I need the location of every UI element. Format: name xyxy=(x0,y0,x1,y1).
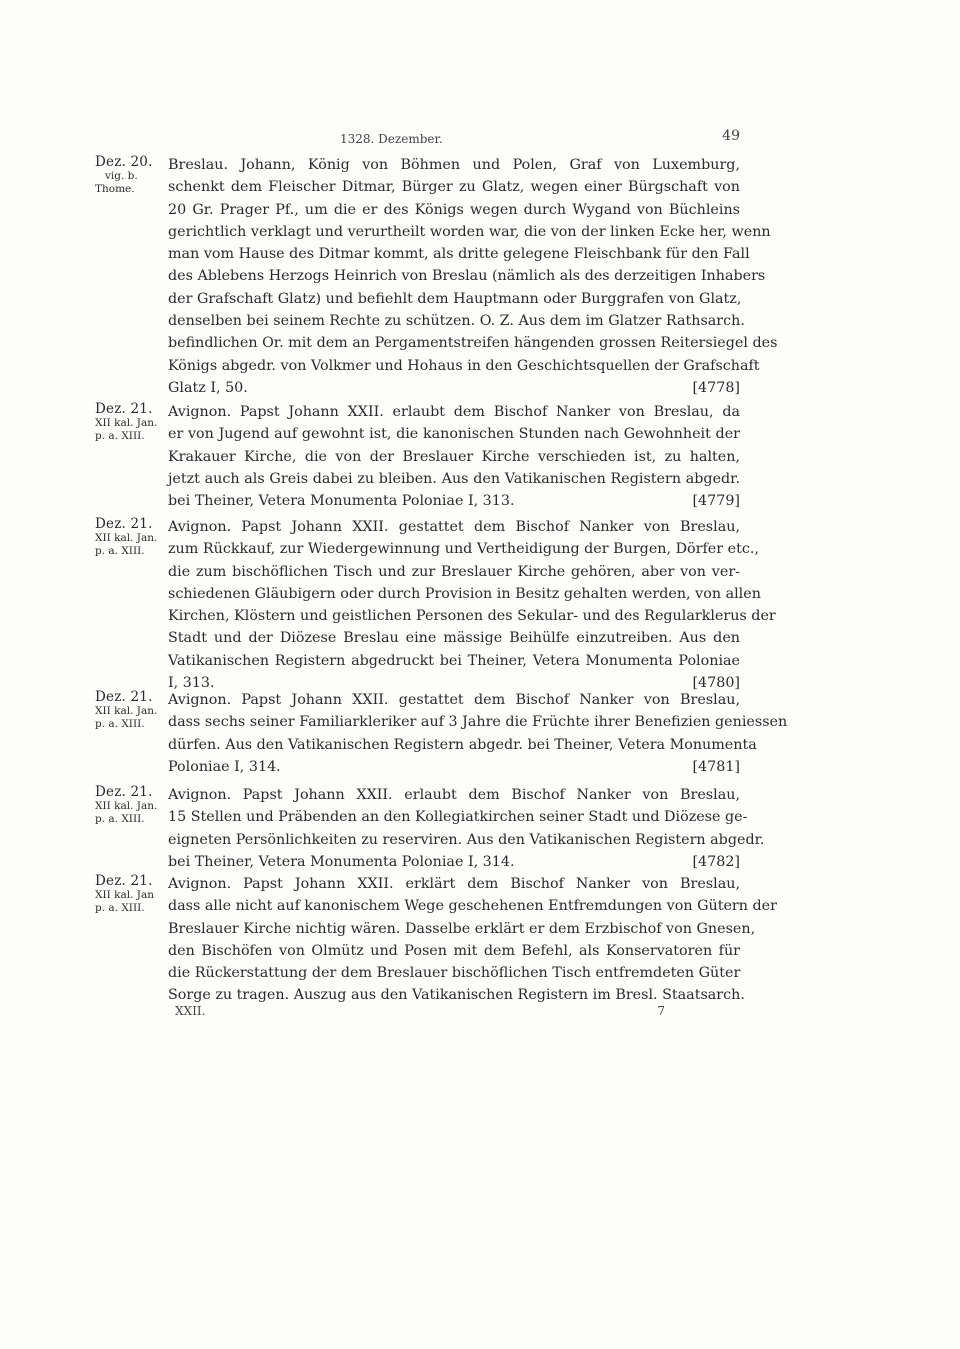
regest-entry-4780 xyxy=(95,516,776,694)
entry-dating-note: vig. b. xyxy=(105,170,138,182)
text-line: dürfen. Aus den Vatikanischen Registern abgedr. bei Theiner, Vetera Monumenta xyxy=(168,736,757,753)
entry-dating-note: p. a. XIII. xyxy=(95,430,145,442)
text-line: man vom Hause des Ditmar kommt, als dritte gelegene Fleischbank für den Fall xyxy=(168,246,750,263)
text-line: den Bischöfen von Olmütz und Posen mit dem Befehl, als Konservatoren für xyxy=(168,942,740,959)
page-number: 49 xyxy=(722,128,740,144)
text-line: Avignon. Papst Johann XXII. erlaubt dem Bischof Nanker von Breslau, da xyxy=(168,404,740,420)
text-line: bei Theiner, Vetera Monumenta Poloniae I, 313. [4779] xyxy=(168,490,740,512)
entry-dating-note: p. a. XIII. xyxy=(95,813,145,825)
text-line: bei Theiner, Vetera Monumenta Poloniae I, 314. [4782] xyxy=(168,851,740,873)
text-line: Vatikanischen Registern abgedruckt bei Theiner, Vetera Monumenta Poloniae xyxy=(168,652,740,669)
text-line: dass sechs seiner Familiarkleriker auf 3 Jahre die Früchte ihrer Benefizien geniessen xyxy=(168,714,788,731)
regest-entry-4783 xyxy=(95,873,777,1007)
entry-dating-note: XII kal. Jan. xyxy=(95,532,158,544)
text-line: Avignon. Papst Johann XXII. erlaubt dem Bischof Nanker von Breslau, xyxy=(168,787,740,803)
entry-margin xyxy=(95,689,167,731)
text-line: Sorge zu tragen. Auszug aus den Vatikanischen Registern im Bresl. Staatsarch. xyxy=(168,987,745,1004)
regest-entry-4781 xyxy=(95,689,788,778)
entry-date: Dez. 21. xyxy=(95,689,153,705)
entry-text xyxy=(168,401,740,512)
regest-entry-4778 xyxy=(95,154,778,399)
text-line: schenkt dem Fleischer Ditmar, Bürger zu Glatz, wegen einer Bürgschaft von xyxy=(168,179,740,196)
entry-dating-note: p. a. XIII. xyxy=(95,902,145,914)
entry-date: Dez. 21. xyxy=(95,873,153,889)
text-line: Krakauer Kirche, die von der Breslauer Kirche verschieden ist, zu halten, xyxy=(168,448,740,465)
entry-margin xyxy=(95,516,167,558)
entry-margin xyxy=(95,154,167,196)
entry-dating-note: XII kal. Jan. xyxy=(95,417,158,429)
entry-dating-note: XII kal. Jan. xyxy=(95,800,158,812)
text-line: jetzt auch als Greis dabei zu bleiben. Aus den Vatikanischen Registern abgedr. xyxy=(168,470,740,487)
regest-entry-4779 xyxy=(95,401,740,512)
text-line: schiedenen Gläubigern oder durch Provision in Besitz gehalten werden, von allen xyxy=(168,585,761,602)
text-line: Poloniae I, 314. [4781] xyxy=(168,756,740,778)
entry-dating-note: XII kal. Jan. xyxy=(95,705,158,717)
register-number: [4779] xyxy=(692,493,740,510)
text-line: Stadt und der Diözese Breslau eine mässige Beihülfe einzutreiben. Aus den xyxy=(168,630,740,647)
entry-dating-note: p. a. XIII. xyxy=(95,545,145,557)
text-line: Kirchen, Klöstern und geistlichen Personen des Sekular- und des Regularklerus der xyxy=(168,608,776,625)
text-line: gerichtlich verklagt und verurtheilt worden war, die von der linken Ecke her, wenn xyxy=(168,223,771,240)
text-line: eigneten Persönlichkeiten zu reserviren. Aus den Vatikanischen Registern abgedr. xyxy=(168,831,765,848)
text-line: Königs abgedr. von Volkmer und Hohaus in den Geschichtsquellen der Grafschaft xyxy=(168,357,760,374)
text-line: die Rückerstattung der dem Breslauer bischöflichen Tisch entfremdeten Güter xyxy=(168,965,741,982)
signature-volume: XXII. xyxy=(175,1004,206,1018)
signature-sheet: 7 xyxy=(657,1004,665,1018)
text-line: Breslauer Kirche nichtig wären. Dasselbe erklärt er dem Erzbischof von Gnesen, xyxy=(168,920,756,937)
text-line: er von Jugend auf gewohnt ist, die kanonischen Stunden nach Gewohnheit der xyxy=(168,426,740,443)
entry-date: Dez. 21. xyxy=(95,516,153,532)
text-line: Avignon. Papst Johann XXII. erklärt dem Bischof Nanker von Breslau, xyxy=(168,876,740,892)
entry-date: Dez. 21. xyxy=(95,784,153,800)
text-line: Avignon. Papst Johann XXII. gestattet dem Bischof Nanker von Breslau, xyxy=(168,692,740,708)
entry-margin xyxy=(95,401,167,443)
register-number: [4780] xyxy=(692,675,740,692)
register-number: [4781] xyxy=(692,758,740,775)
entry-text xyxy=(168,873,777,1007)
entry-margin xyxy=(95,873,167,915)
entry-date: Dez. 20. xyxy=(95,154,153,170)
entry-margin xyxy=(95,784,167,826)
text-line: I, 313. [4780] xyxy=(168,672,740,694)
text-line: zum Rückkauf, zur Wiedergewinnung und Vertheidigung der Burgen, Dörfer etc., xyxy=(168,541,759,558)
text-line: 20 Gr. Prager Pf., um die er des Königs wegen durch Wygand von Büchleins xyxy=(168,201,740,218)
text-line: Glatz I, 50. [4778] xyxy=(168,377,740,399)
text-line: Breslau. Johann, König von Böhmen und Polen, Graf von Luxemburg, xyxy=(168,157,740,173)
register-number: [4778] xyxy=(692,379,740,396)
text-line: Avignon. Papst Johann XXII. gestattet dem Bischof Nanker von Breslau, xyxy=(168,519,740,535)
header-date: 1328. Dezember. xyxy=(340,132,443,146)
entry-text xyxy=(168,154,778,399)
entry-text xyxy=(168,784,765,873)
text-line: befindlichen Or. mit dem an Pergamentstreifen hängenden grossen Reitersiegel des xyxy=(168,335,778,352)
text-line: 15 Stellen und Präbenden an den Kollegiatkirchen seiner Stadt und Diözese ge- xyxy=(168,809,748,826)
entry-text xyxy=(168,516,776,694)
text-line: des Ablebens Herzogs Heinrich von Breslau (nämlich als des derzeitigen Inhabers xyxy=(168,268,766,285)
entry-text xyxy=(168,689,788,778)
entry-dating-note: p. a. XIII. xyxy=(95,718,145,730)
text-line: dass alle nicht auf kanonischem Wege geschehenen Entfremdungen von Gütern der xyxy=(168,898,777,915)
text-line: die zum bischöflichen Tisch und zur Breslauer Kirche gehören, aber von ver- xyxy=(168,563,740,580)
entry-date: Dez. 21. xyxy=(95,401,153,417)
text-line: der Grafschaft Glatz) und befiehlt dem Hauptmann oder Burggrafen von Glatz, xyxy=(168,290,742,307)
text-line: denselben bei seinem Rechte zu schützen. O. Z. Aus dem im Glatzer Rathsarch. xyxy=(168,313,745,330)
register-number: [4782] xyxy=(692,853,740,870)
entry-dating-note: Thome. xyxy=(95,183,135,195)
regest-entry-4782 xyxy=(95,784,765,873)
entry-dating-note: XII kal. Jan xyxy=(95,889,154,901)
